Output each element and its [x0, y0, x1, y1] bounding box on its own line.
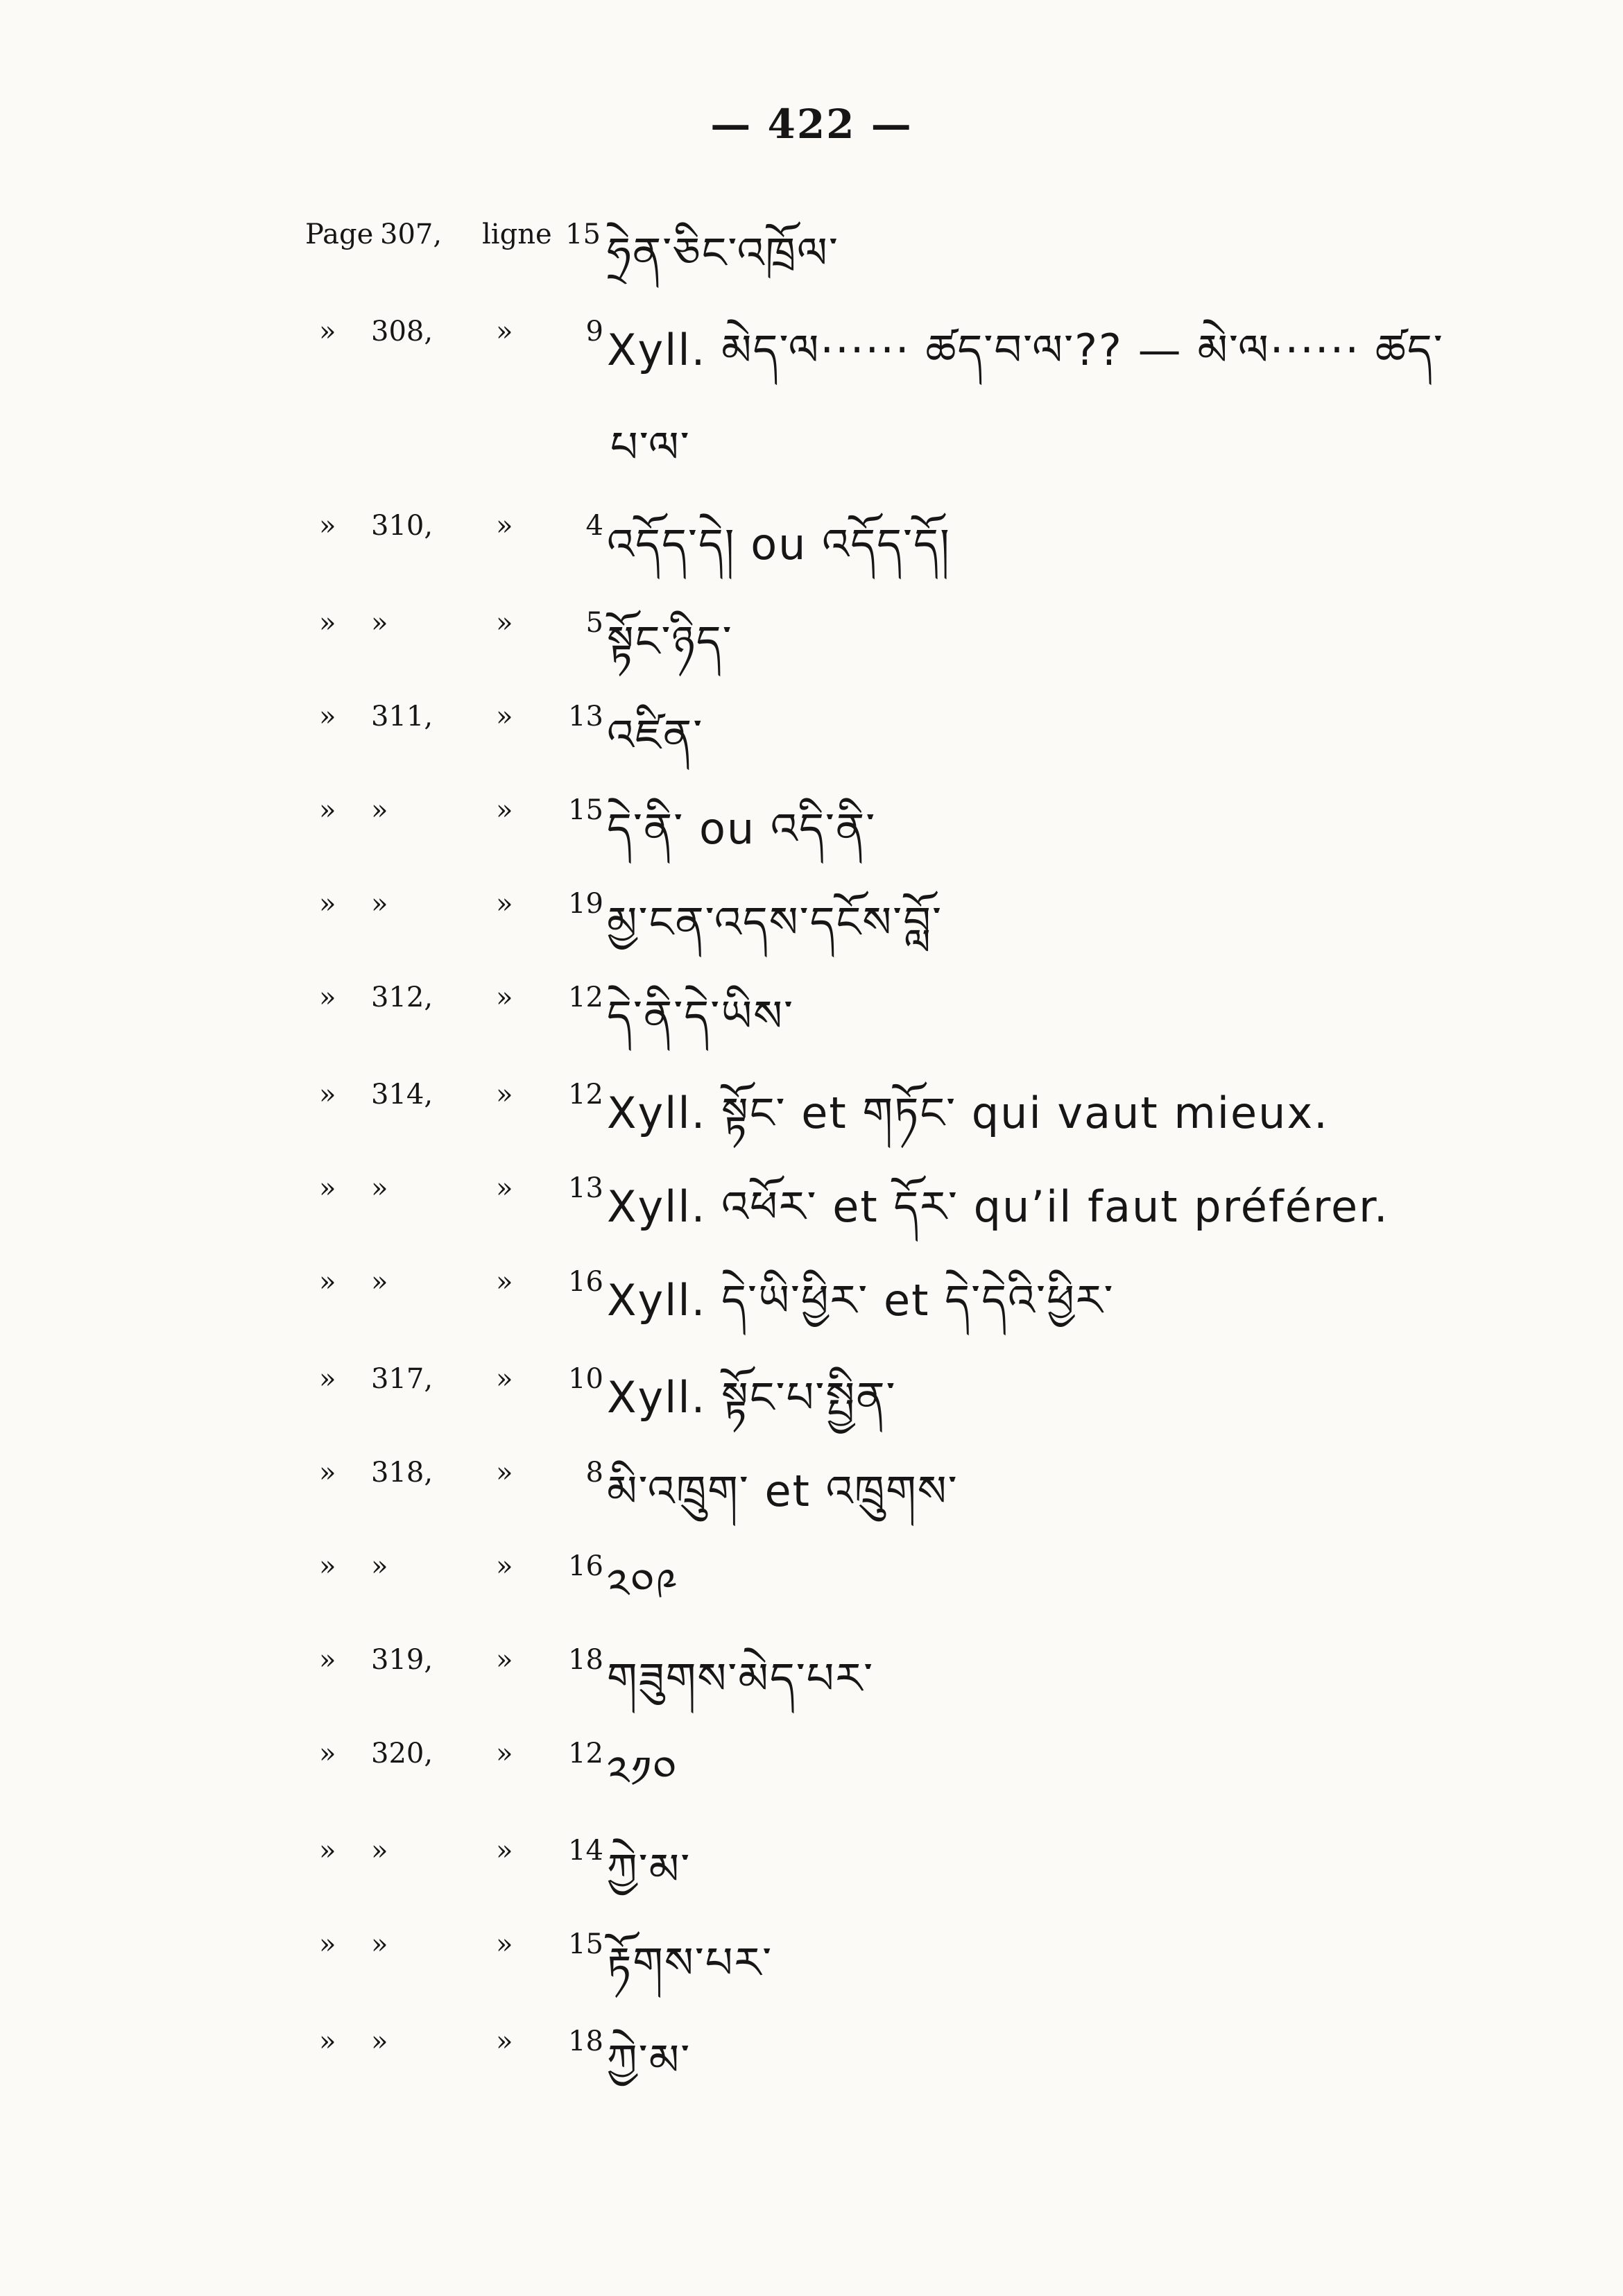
ditto-mark: » [496, 1835, 513, 1867]
page-ref: » [371, 794, 388, 826]
errata-row [0, 413, 1623, 482]
correction-text: ཀྱེ་མ་ [607, 2034, 692, 2085]
page-ref: » [371, 1172, 388, 1204]
correction-text: གཟུགས་མེད་པར་ [607, 1653, 875, 1704]
page-ref: » [371, 1928, 388, 1960]
correction-text: Xyll. སྟོང་པ་སྤྱིན་ [607, 1372, 897, 1423]
ditto-mark: » [496, 607, 513, 639]
page-ref: » [371, 888, 388, 920]
errata-row [0, 1457, 1623, 1526]
errata-row [0, 1172, 1623, 1242]
ditto-mark: » [319, 1266, 336, 1298]
page-number: — 422 — [710, 101, 913, 148]
line-ref: 8 [585, 1457, 603, 1489]
ditto-mark: » [496, 510, 513, 542]
page-ref: 310, [371, 510, 433, 542]
ditto-mark: » [319, 888, 336, 920]
line-ref: 14 [568, 1835, 603, 1867]
correction-text: རྟོགས་པར་ [607, 1937, 773, 1988]
errata-row [0, 607, 1623, 676]
errata-row [0, 1550, 1623, 1620]
ditto-mark: » [496, 1079, 513, 1111]
correction-text: Xyll. དེ་ཡི་ཕྱིར་ et དེ་དེའི་ཕྱིར་ [607, 1275, 1115, 1326]
page-ref: » [371, 2025, 388, 2057]
ditto-mark: » [496, 1266, 513, 1298]
ditto-mark: » [496, 1457, 513, 1489]
ditto-mark: » [496, 794, 513, 826]
line-ref: 15 [565, 219, 601, 250]
page-ref: » [371, 1550, 388, 1582]
page-ref: 312, [371, 982, 433, 1013]
page-ref: 317, [371, 1363, 433, 1395]
errata-row [0, 701, 1623, 770]
ditto-mark: » [319, 1363, 336, 1395]
line-ref: 4 [585, 510, 603, 542]
ditto-mark: » [319, 1928, 336, 1960]
ditto-mark: » [319, 510, 336, 542]
correction-text: དེ་ནི་ ou འདི་ནི་ [607, 803, 877, 854]
errata-row [0, 1079, 1623, 1148]
correction-text: སྟོང་ཉིད་ [607, 616, 733, 667]
correction-text: དེ་ནི་དེ་ཡིས་ [607, 991, 795, 1041]
correction-text: ༢༡༠ [607, 1747, 678, 1797]
ditto-mark: » [319, 794, 336, 826]
line-ref: 16 [568, 1550, 603, 1582]
line-ref: 9 [585, 316, 603, 348]
ligne-label: ligne [482, 219, 552, 250]
ditto-mark: » [319, 2025, 336, 2057]
line-ref: 12 [568, 982, 603, 1013]
errata-row [0, 316, 1623, 385]
line-ref: 18 [568, 2025, 603, 2057]
errata-row [0, 2025, 1623, 2095]
page-ref: 311, [371, 701, 433, 733]
ditto-mark: » [496, 1738, 513, 1770]
ditto-mark: » [496, 2025, 513, 2057]
line-ref: 12 [568, 1079, 603, 1111]
page-ref: 307, [380, 219, 443, 250]
ditto-mark: » [319, 982, 336, 1013]
ditto-mark: » [319, 607, 336, 639]
page-ref: 308, [371, 316, 433, 348]
line-ref: 19 [568, 888, 603, 920]
line-ref: 15 [568, 794, 603, 826]
line-ref: 13 [568, 1172, 603, 1204]
correction-text: ཀྱེ་མ་ [607, 1844, 692, 1894]
line-ref: 10 [568, 1363, 603, 1395]
errata-row [0, 1644, 1623, 1713]
ditto-mark: » [496, 701, 513, 733]
page-ref: 314, [371, 1079, 433, 1111]
errata-row [0, 794, 1623, 864]
correction-text: ཧྲེན་ཅིང་འཁྲོལ་ [607, 228, 839, 278]
ditto-mark: » [496, 316, 513, 348]
page-ref: 319, [371, 1644, 433, 1676]
ditto-mark: » [496, 1172, 513, 1204]
errata-header-row [0, 219, 1623, 288]
line-ref: 5 [585, 607, 603, 639]
ditto-mark: » [319, 1644, 336, 1676]
correction-text: འཛིན་ [607, 710, 704, 760]
ditto-mark: » [319, 1457, 336, 1489]
errata-row [0, 1266, 1623, 1335]
correction-text: ༢༠༩ [607, 1559, 679, 1610]
page-ref: » [371, 607, 388, 639]
correction-text: Xyll. མེད་ལ······ ཚད་བ་ལ་?? — མེ་ལ······ ཚད་ [607, 325, 1444, 375]
ditto-mark: » [319, 316, 336, 348]
ditto-mark: » [496, 888, 513, 920]
errata-row [0, 888, 1623, 957]
page-ref: 318, [371, 1457, 433, 1489]
ditto-mark: » [319, 1738, 336, 1770]
correction-text: པ་ལ་ [610, 422, 691, 472]
ditto-mark: » [496, 1550, 513, 1582]
ditto-mark: » [319, 701, 336, 733]
correction-text: Xyll. སྟོང་ et གཏོང་ qui vaut mieux. [607, 1088, 1329, 1138]
page-ref: » [371, 1835, 388, 1867]
ditto-mark: » [496, 1363, 513, 1395]
line-ref: 15 [568, 1928, 603, 1960]
errata-row [0, 982, 1623, 1051]
line-ref: 13 [568, 701, 603, 733]
errata-row [0, 510, 1623, 579]
correction-text: མྱ་ངན་འདས་དངོས་བློ་ [607, 897, 943, 948]
correction-text: འདོད་དེ། ou འདོད་དོ། [607, 519, 951, 569]
errata-row [0, 1928, 1623, 1998]
ditto-mark: » [496, 1928, 513, 1960]
line-ref: 12 [568, 1738, 603, 1770]
ditto-mark: » [496, 982, 513, 1013]
ditto-mark: » [319, 1550, 336, 1582]
ditto-mark: » [319, 1835, 336, 1867]
page-ref: » [371, 1266, 388, 1298]
page-ref: 320, [371, 1738, 433, 1770]
ditto-mark: » [319, 1079, 336, 1111]
ditto-mark: » [496, 1644, 513, 1676]
errata-row [0, 1835, 1623, 1904]
correction-text: མི་འཁྲུག་ et འཁྲུགས་ [607, 1466, 959, 1516]
line-ref: 18 [568, 1644, 603, 1676]
ditto-mark: » [319, 1172, 336, 1204]
errata-row [0, 1363, 1623, 1432]
line-ref: 16 [568, 1266, 603, 1298]
errata-row [0, 1738, 1623, 1807]
correction-text: Xyll. འཕོར་ et དོར་ qu’il faut préférer. [607, 1181, 1389, 1232]
page-label: Page [305, 219, 374, 250]
